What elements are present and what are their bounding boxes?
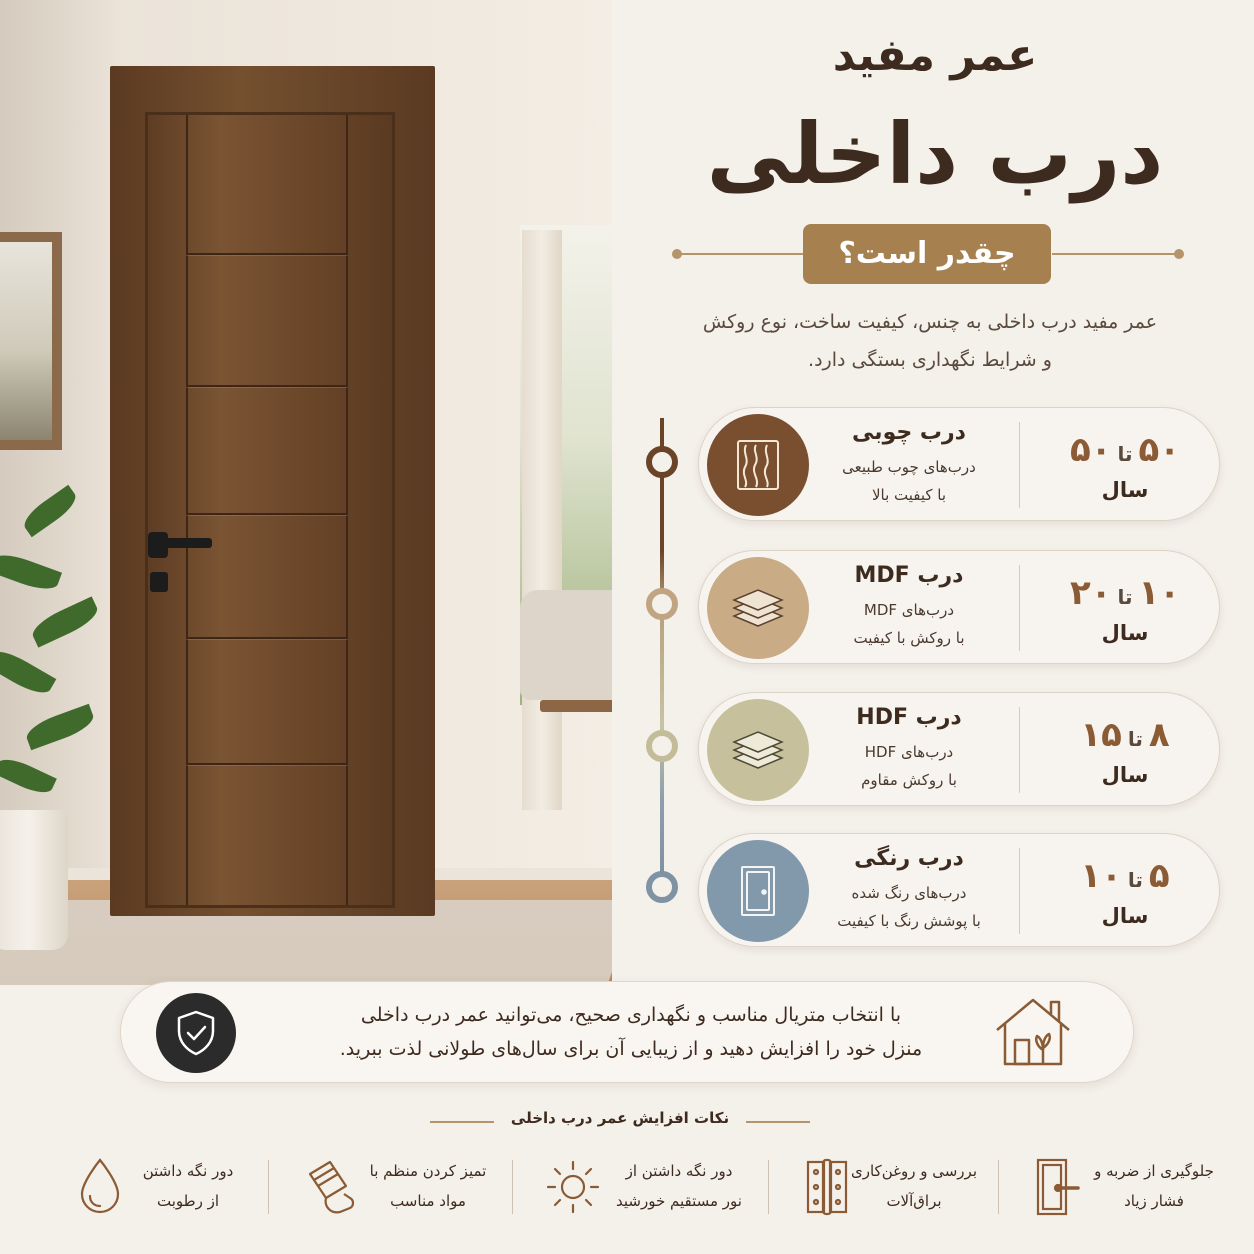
door-groove [346,115,348,905]
wood-grain-icon [707,414,809,516]
ornament-line [676,253,804,255]
subtitle-pill: چقدر است؟ [803,224,1051,284]
door-type-card-hdf [698,692,1220,806]
house-plant-icon [993,994,1073,1070]
tips-header [430,1108,810,1134]
cleaning-hand-icon [300,1156,358,1218]
ornament-dot [1174,249,1184,259]
lifespan-to-word: تا [1127,727,1143,751]
lifespan-range [1029,715,1221,755]
door-groove [186,637,348,639]
door-groove [186,115,188,905]
lifespan-to: ۲۰ [1069,573,1112,613]
tip-item [804,1150,984,1224]
lifespan-from: ۸ [1148,715,1170,755]
door-type-card-painted [698,833,1220,947]
door-type-name: درب MDF [854,563,964,588]
tip-text: دور نگه داشتن از [625,1162,733,1180]
door-type-description: درب‌های چوب طبیعی [842,458,976,476]
card-divider [1019,848,1020,934]
door-type-name: درب چوبی [852,420,966,445]
tip-divider [268,1160,269,1214]
lifespan-range [1029,573,1221,613]
tip-text: نور مستقیم خورشید [616,1192,742,1210]
card-divider [1019,565,1020,651]
tip-item [544,1150,754,1224]
door-type-description: با کیفیت بالا [871,486,947,504]
coffee-table [540,700,612,712]
door-type-description: با پوشش رنگ با کیفیت [837,912,981,930]
tip-item [1034,1150,1234,1224]
intro-line: و شرایط نگهداری بستگی دارد. [808,349,1052,371]
plant-pot [0,810,68,950]
lifespan-to: ۱۰ [1080,856,1122,896]
lifespan-to-word: تا [1127,868,1143,892]
card-divider [1019,707,1020,793]
tips-title: نکات افزایش عمر درب داخلی [510,1109,730,1127]
tip-text: تمیز کردن منظم با [369,1162,487,1180]
lifespan-to-word: تا [1117,442,1133,466]
door-type-name: درب HDF [856,705,962,730]
tip-text: دور نگه داشتن [142,1162,234,1180]
door-groove [186,253,348,255]
title-small: عمر مفید [832,30,1038,81]
sun-icon [544,1156,602,1218]
door-lock [150,572,168,592]
lifespan-range [1029,430,1221,470]
door-type-name: درب رنگی [854,846,964,871]
door-type-description: درب‌های رنگ شده [851,884,967,902]
lifespan-unit: سال [1101,904,1149,928]
door-type-description: با روکش با کیفیت [853,629,965,647]
lifespan-unit: سال [1101,763,1149,787]
lifespan-from: ۱۰ [1138,573,1181,613]
page-title: درب داخلی [706,105,1164,203]
tip-item [76,1150,246,1224]
tip-text: جلوگیری از ضربه و [1094,1162,1214,1180]
advice-text: منزل خود را افزایش دهید و از زیبایی آن برای سال‌های طولانی لذت ببرید. [339,1038,923,1060]
tip-text: براق‌آلات [886,1192,942,1210]
lifespan-unit: سال [1101,478,1149,502]
door-groove [186,513,348,515]
door-handle [150,538,212,548]
card-divider [1019,422,1020,508]
door-groove [186,385,348,387]
landscape-art [0,242,52,440]
lifespan-to: ۵۰ [1069,430,1112,470]
sofa [520,590,612,700]
timeline-dot [646,871,678,903]
tip-divider [768,1160,769,1214]
lifespan-unit: سال [1101,621,1149,645]
timeline-line [660,418,664,890]
water-drop-icon [76,1156,134,1218]
wall-picture-frame [0,232,62,450]
lifespan-range [1029,856,1221,896]
door-type-card-mdf [698,550,1220,664]
curtain [522,230,562,810]
advice-banner [120,981,1134,1083]
lifespan-from: ۵ [1148,856,1170,896]
lifespan-to: ۱۵ [1080,715,1122,755]
shield-check-icon [156,993,236,1073]
tip-item [300,1150,496,1224]
timeline-dot [646,588,678,620]
subtitle-banner [672,224,1184,284]
lifespan-to-word: تا [1117,585,1133,609]
tip-text: مواد مناسب [390,1192,466,1210]
ornament-line [430,1121,494,1123]
wooden-door [145,112,395,908]
lifespan-from: ۵۰ [1138,430,1181,470]
ornament-line [1052,253,1180,255]
tip-divider [998,1160,999,1214]
tip-text: فشار زیاد [1124,1192,1184,1210]
door-type-description: با روکش مقاوم [861,771,957,789]
layered-board-icon [707,557,809,659]
tip-text: بررسی و روغن‌کاری [851,1162,977,1180]
layered-board-icon [707,699,809,801]
timeline-dot [646,446,678,478]
door-type-card-wood [698,407,1220,521]
door-icon [707,840,809,942]
door-type-description: درب‌های HDF [864,743,954,761]
door-groove [186,763,348,765]
tip-divider [512,1160,513,1214]
interior-door-photo [0,0,612,985]
tip-text: از رطوبت [156,1192,219,1210]
ornament-line [746,1121,810,1123]
timeline-dot [646,730,678,762]
intro-line: عمر مفید درب داخلی به چنس، کیفیت ساخت، نوع روکش [702,311,1158,333]
intro-text [650,303,1210,379]
advice-text: با انتخاب متریال مناسب و نگهداری صحیح، می‌توانید عمر درب داخلی [360,1004,902,1026]
door-type-description: درب‌های MDF [863,601,955,619]
